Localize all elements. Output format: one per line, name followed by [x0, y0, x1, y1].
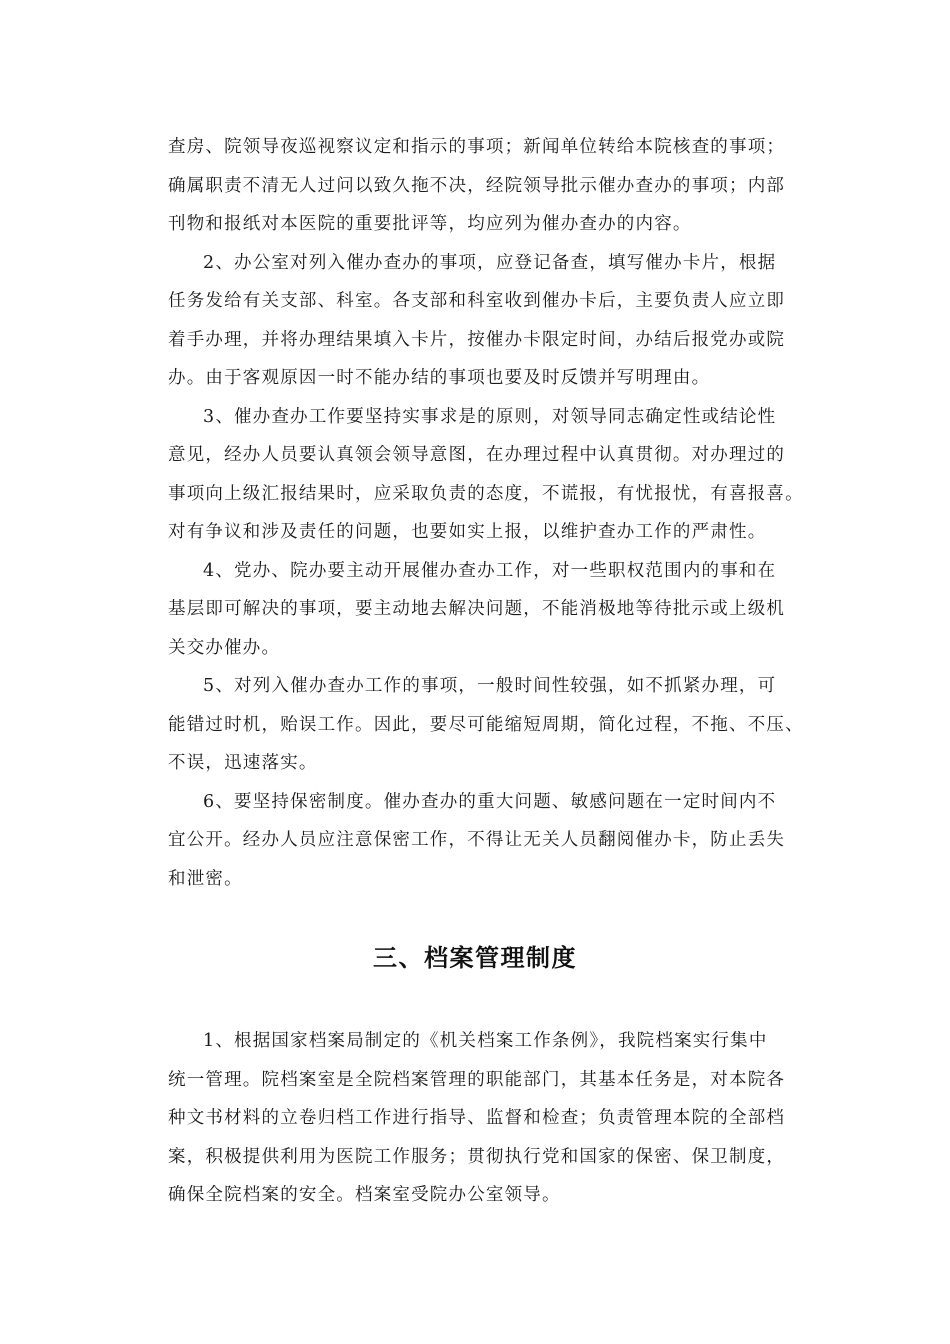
text-line: 宜公开。经办人员应注意保密工作，不得让无关人员翻阅催办卡，防止丢失	[168, 830, 786, 850]
text-line: 对有争议和涉及责任的问题，也要如实上报，以维护查办工作的严肃性。	[168, 522, 767, 542]
text-line: 事项向上级汇报结果时，应采取负责的态度，不谎报，有忧报忧，有喜报喜。	[168, 483, 804, 504]
text-line: 意见，经办人员要认真领会领导意图，在办理过程中认真贯彻。对办理过的	[168, 445, 786, 465]
text-line: 不误，迅速落实。	[168, 753, 318, 773]
text-line: 能错过时机，贻误工作。因此，要尽可能缩短周期，简化过程，不拖、不压、	[168, 714, 804, 735]
paragraph-4-start: 4、党办、院办要主动开展催办查办工作，对一些职权范围内的事和在	[203, 560, 777, 581]
paragraph-1-start: 1、根据国家档案局制定的《机关档案工作条例》，我院档案实行集中	[203, 1031, 768, 1051]
paragraph-6-start: 6、要坚持保密制度。催办查办的重大问题、敏感问题在一定时间内不	[203, 791, 777, 812]
text-line: 办。由于客观原因一时不能办结的事项也要及时反馈并写明理由。	[168, 368, 711, 388]
paragraph-3-start: 3、催办查办工作要坚持实事求是的原则，对领导同志确定性或结论性	[203, 406, 777, 427]
text-line: 基层即可解决的事项，要主动地去解决问题，不能消极地等待批示或上级机	[168, 599, 786, 619]
text-line: 种文书材料的立卷归档工作进行指导、监督和检查；负责管理本院的全部档	[168, 1108, 786, 1128]
text-line: 查房、院领导夜巡视察议定和指示的事项；新闻单位转给本院核查的事项；	[168, 137, 786, 157]
text-line: 和泄密。	[168, 868, 243, 889]
text-line: 刊物和报纸对本医院的重要批评等，均应列为催办查办的内容。	[168, 214, 692, 234]
text-line: 案，积极提供利用为医院工作服务；贯彻执行党和国家的保密、保卫制度，	[168, 1146, 786, 1167]
paragraph-2-start: 2、办公室对列入催办查办的事项，应登记备查，填写催办卡片，根据	[203, 252, 777, 273]
section-heading: 三、档案管理制度	[373, 944, 577, 972]
text-line: 任务发给有关支部、科室。各支部和科室收到催办卡后，主要负责人应立即	[168, 291, 786, 311]
text-line: 确保全院档案的安全。档案室受院办公室领导。	[168, 1185, 561, 1205]
text-line: 确属职责不清无人过问以致久拖不决，经院领导批示催办查办的事项；内部	[168, 175, 786, 196]
paragraph-5-start: 5、对列入催办查办工作的事项，一般时间性较强，如不抓紧办理，可	[203, 676, 777, 696]
text-line: 统一管理。院档案室是全院档案管理的职能部门，其基本任务是，对本院各	[168, 1069, 786, 1090]
urging-rules-section	[168, 128, 808, 898]
archive-rules-section	[168, 1022, 808, 1215]
text-line: 关交办催办。	[168, 637, 281, 658]
text-line: 着手办理，并将办理结果填入卡片，按催办卡限定时间，办结后报党办或院	[168, 329, 786, 350]
